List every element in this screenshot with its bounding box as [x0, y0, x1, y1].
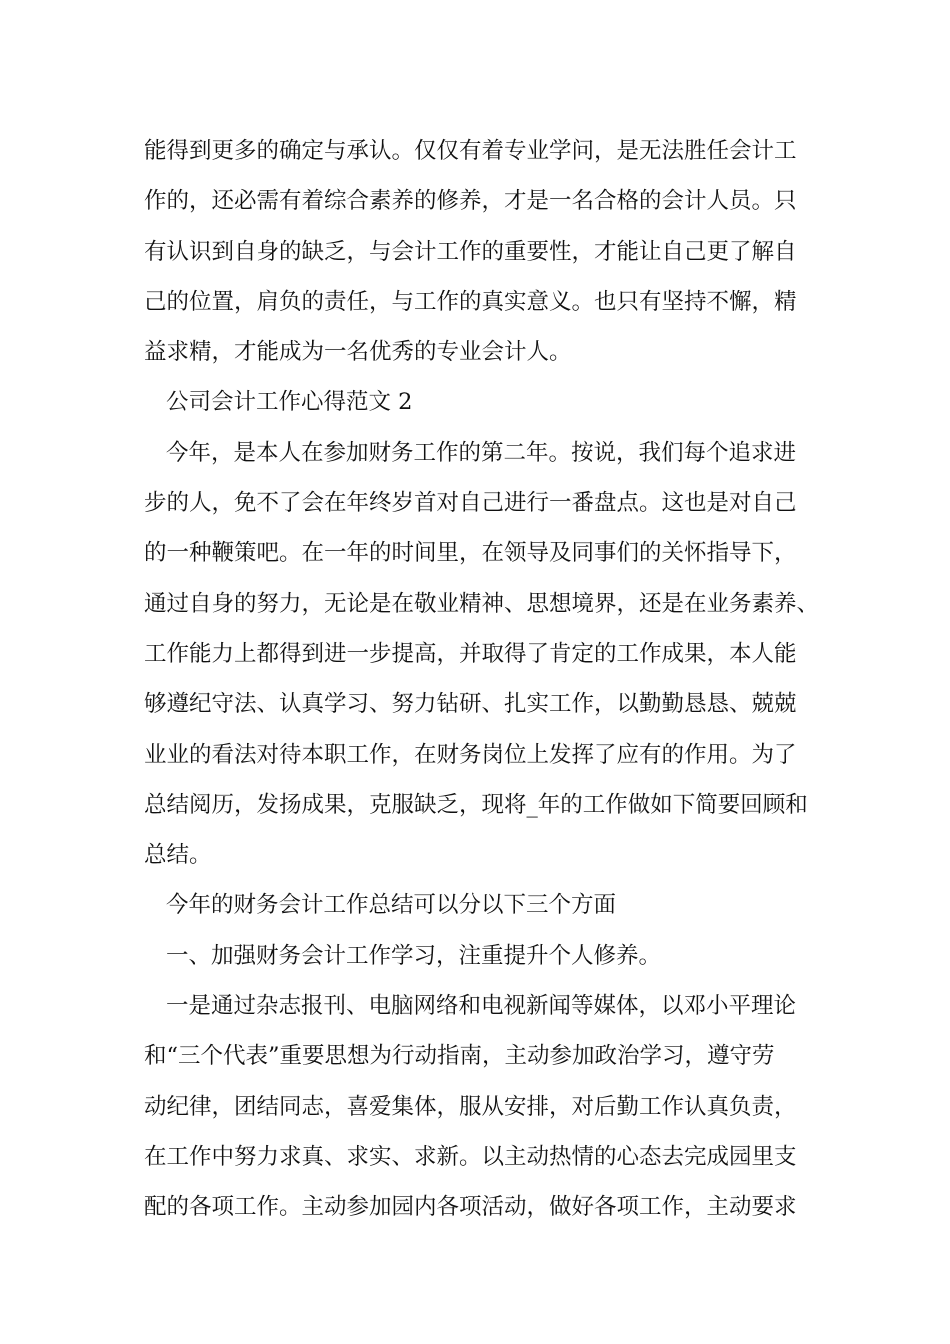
paragraph-4: [144, 931, 824, 981]
document-body: [144, 126, 824, 1233]
text-line: 通过自身的努力，无论是在敬业精神、思想境界，还是在业务素养、: [144, 590, 820, 617]
paragraph-3: [144, 880, 824, 930]
text-line: 己的位置，肩负的责任，与工作的真实意义。也只有坚持不懈，精: [144, 288, 797, 315]
text-line: 总结。: [144, 842, 212, 869]
text-line: 的一种鞭策吧。在一年的时间里，在领导及同事们的关怀指导下，: [144, 540, 797, 567]
text-line: 今年，是本人在参加财务工作的第二年。按说，我们每个追求进: [166, 439, 797, 466]
text-line: 步的人，免不了会在年终岁首对自己进行一番盘点。这也是对自己: [144, 490, 797, 517]
text-line: 今年的财务会计工作总结可以分以下三个方面: [166, 892, 617, 919]
text-line: 一、加强财务会计工作学习，注重提升个人修养。: [166, 942, 662, 969]
paragraph-5: [144, 981, 824, 1232]
heading-text: 公司会计工作心得范文 2: [166, 389, 413, 416]
text-line: 业业的看法对待本职工作，在财务岗位上发挥了应有的作用。为了: [144, 741, 797, 768]
text-line: 在工作中努力求真、求实、求新。以主动热情的心态去完成园里支: [144, 1143, 797, 1170]
text-line: 益求精，才能成为一名优秀的专业会计人。: [144, 339, 572, 366]
text-line: 工作能力上都得到进一步提高，并取得了肯定的工作成果，本人能: [144, 640, 797, 667]
section-heading: [144, 377, 824, 427]
text-line: 有认识到自身的缺乏，与会计工作的重要性，才能让自己更了解自: [144, 238, 797, 265]
text-line: 够遵纪守法、认真学习、努力钻研、扎实工作，以勤勤恳恳、兢兢: [144, 691, 797, 718]
paragraph-2: [144, 428, 824, 881]
paragraph-1: [144, 126, 824, 377]
text-line: 配的各项工作。主动参加园内各项活动，做好各项工作，主动要求: [144, 1194, 797, 1221]
text-line: 一是通过杂志报刊、电脑网络和电视新闻等媒体，以邓小平理论: [166, 993, 797, 1020]
text-line: 作的，还必需有着综合素养的修养，才是一名合格的会计人员。只: [144, 188, 797, 215]
text-line: 总结阅历，发扬成果，克服缺乏，现将_年的工作做如下简要回顾和: [144, 791, 808, 818]
text-line: 和“三个代表”重要思想为行动指南，主动参加政治学习，遵守劳: [144, 1043, 775, 1070]
text-line: 动纪律，团结同志，喜爱集体，服从安排，对后勤工作认真负责，: [144, 1093, 797, 1120]
text-line: 能得到更多的确定与承认。仅仅有着专业学问，是无法胜任会计工: [144, 138, 797, 164]
